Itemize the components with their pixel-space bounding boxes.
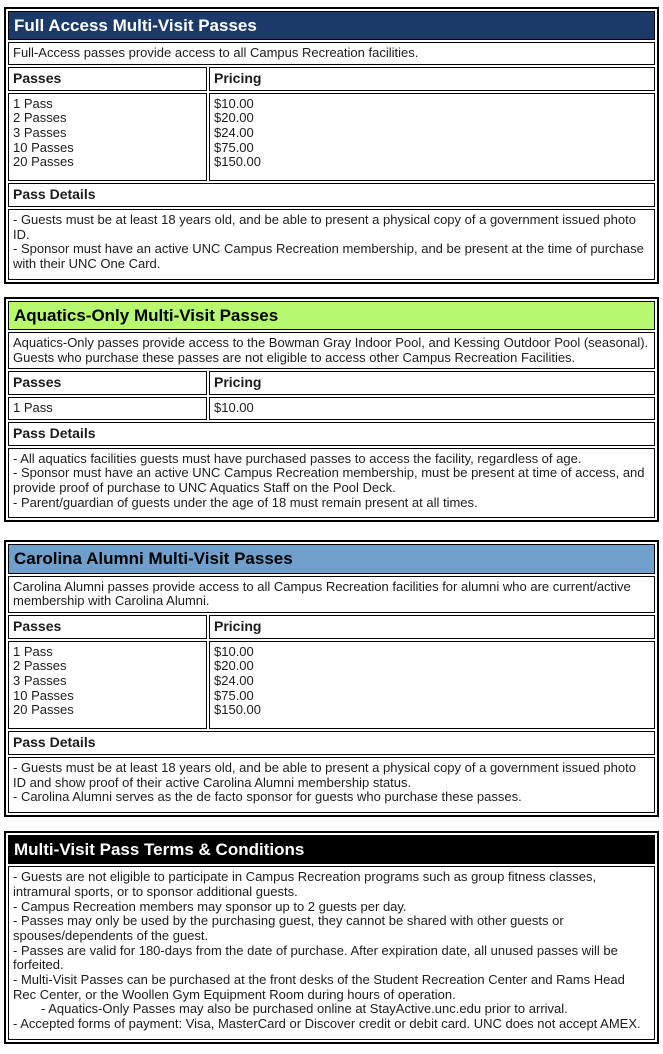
terms-text	[8, 866, 655, 1040]
table-row	[8, 67, 655, 91]
term-line: - Accepted forms of payment: Visa, MasterCard or Discover credit or debit card. UNC does not accept AMEX.	[13, 1016, 641, 1032]
passes-column-header: Passes	[8, 67, 207, 91]
table-row	[8, 397, 655, 420]
detail-line: - Guests must be at least 18 years old, and be able to present a physical copy of a government issued photo ID and show proof of their active Carolina Alumni membership status.	[13, 759, 640, 790]
term-line: - Passes may only be used by the purchasing guest, they cannot be shared with other guests or spouses/dependents of the guest.	[13, 913, 568, 943]
table-row	[8, 448, 655, 519]
detail-line: - All aquatics facilities guests must have purchased passes to access the facility, regardless of age.	[13, 450, 582, 466]
pass-details-text	[8, 448, 655, 519]
price-list	[209, 641, 655, 729]
pass-item: 3 Passes	[13, 673, 67, 689]
price-item: $10.00	[214, 643, 254, 659]
price-item: $24.00	[214, 125, 254, 141]
table-row	[8, 576, 655, 613]
price-item: $20.00	[214, 658, 254, 674]
carolina-alumni-section-table	[4, 540, 659, 817]
pass-list	[8, 93, 207, 181]
detail-line: - Carolina Alumni serves as the de facto sponsor for guests who purchase these passes.	[13, 789, 522, 805]
price-item: $75.00	[214, 139, 254, 155]
term-line-sub: - Aquatics-Only Passes may also be purchased online at StayActive.unc.edu prior to arrival.	[41, 1001, 568, 1017]
pass-item: 1 Pass	[13, 400, 53, 416]
table-row	[8, 731, 655, 755]
table-row	[8, 757, 655, 813]
pass-item: 2 Passes	[13, 110, 67, 126]
detail-line: - Parent/guardian of guests under the age of 18 must remain present at all times.	[13, 494, 478, 510]
table-row	[8, 866, 655, 1040]
term-line: - Multi-Visit Passes can be purchased at the front desks of the Student Recreation Center and Rams Head Rec Center, or the Woollen Gym Equipment Room during hours of operation.	[13, 972, 629, 1002]
price-list	[209, 93, 655, 181]
pass-item: 3 Passes	[13, 125, 67, 141]
price-item: $10.00	[214, 95, 254, 111]
section-description: Aquatics-Only passes provide access to the Bowman Gray Indoor Pool, and Kessing Outdoor Pool (seasonal). Guests who purchase these passes are not eligible to access other Campus Recreation Facilities.	[8, 332, 655, 369]
pass-item: 20 Passes	[13, 702, 74, 718]
section-title: Full Access Multi-Visit Passes	[8, 11, 655, 40]
pass-item: 1 Pass	[13, 643, 53, 659]
full-access-section-table	[4, 7, 659, 284]
table-row	[8, 209, 655, 280]
pass-details-text	[8, 757, 655, 813]
detail-line: - Sponsor must have an active UNC Campus Recreation membership, must be present at time of access, and provide proof of purchase to UNC Aquatics Staff on the Pool Deck.	[13, 465, 649, 495]
table-row	[8, 332, 655, 369]
pass-list	[8, 641, 207, 729]
section-title: Aquatics-Only Multi-Visit Passes	[8, 301, 655, 330]
price-item: $75.00	[214, 687, 254, 703]
table-row	[8, 93, 655, 181]
section-title: Carolina Alumni Multi-Visit Passes	[8, 544, 655, 573]
term-line: - Passes are valid for 180-days from the date of purchase. After expiration date, all unused passes will be forfeited.	[13, 942, 622, 973]
table-row	[8, 183, 655, 207]
aquatics-only-section-table	[4, 297, 659, 523]
pass-list	[8, 397, 207, 420]
table-row	[8, 371, 655, 395]
pass-item: 2 Passes	[13, 658, 67, 674]
passes-column-header: Passes	[8, 615, 207, 639]
term-line: - Guests are not eligible to participate in Campus Recreation programs such as group fitness classes, intramural sports, or to sponsor additional guests.	[13, 869, 600, 899]
pass-item: 20 Passes	[13, 154, 74, 170]
table-row	[8, 835, 655, 864]
detail-line: - Guests must be at least 18 years old, and be able to present a physical copy of a government issued photo ID.	[13, 211, 640, 242]
pass-item: 1 Pass	[13, 95, 53, 111]
terms-section-table	[4, 831, 659, 1044]
table-row	[8, 641, 655, 729]
pass-details-label: Pass Details	[8, 183, 655, 207]
table-row	[8, 11, 655, 40]
pricing-column-header: Pricing	[209, 371, 655, 395]
section-description: Full-Access passes provide access to all Campus Recreation facilities.	[8, 42, 655, 65]
passes-column-header: Passes	[8, 371, 207, 395]
table-row	[8, 42, 655, 65]
table-row	[8, 544, 655, 573]
pass-details-label: Pass Details	[8, 422, 655, 446]
section-title: Multi-Visit Pass Terms & Conditions	[8, 835, 655, 864]
price-list	[209, 397, 655, 420]
price-item: $10.00	[214, 400, 254, 416]
price-item: $150.00	[214, 154, 261, 170]
price-item: $150.00	[214, 702, 261, 718]
section-description: Carolina Alumni passes provide access to all Campus Recreation facilities for alumni who are current/active membership with Carolina Alumni.	[8, 576, 655, 613]
price-item: $24.00	[214, 673, 254, 689]
pass-details-text	[8, 209, 655, 280]
term-line: - Campus Recreation members may sponsor up to 2 guests per day.	[13, 898, 407, 914]
pass-details-label: Pass Details	[8, 731, 655, 755]
table-row	[8, 422, 655, 446]
pass-item: 10 Passes	[13, 139, 74, 155]
pass-item: 10 Passes	[13, 687, 74, 703]
pricing-column-header: Pricing	[209, 67, 655, 91]
pricing-column-header: Pricing	[209, 615, 655, 639]
table-row	[8, 301, 655, 330]
table-row	[8, 615, 655, 639]
detail-line: - Sponsor must have an active UNC Campus Recreation membership, and be present at the time of purchase with their UNC One Card.	[13, 241, 648, 272]
price-item: $20.00	[214, 110, 254, 126]
